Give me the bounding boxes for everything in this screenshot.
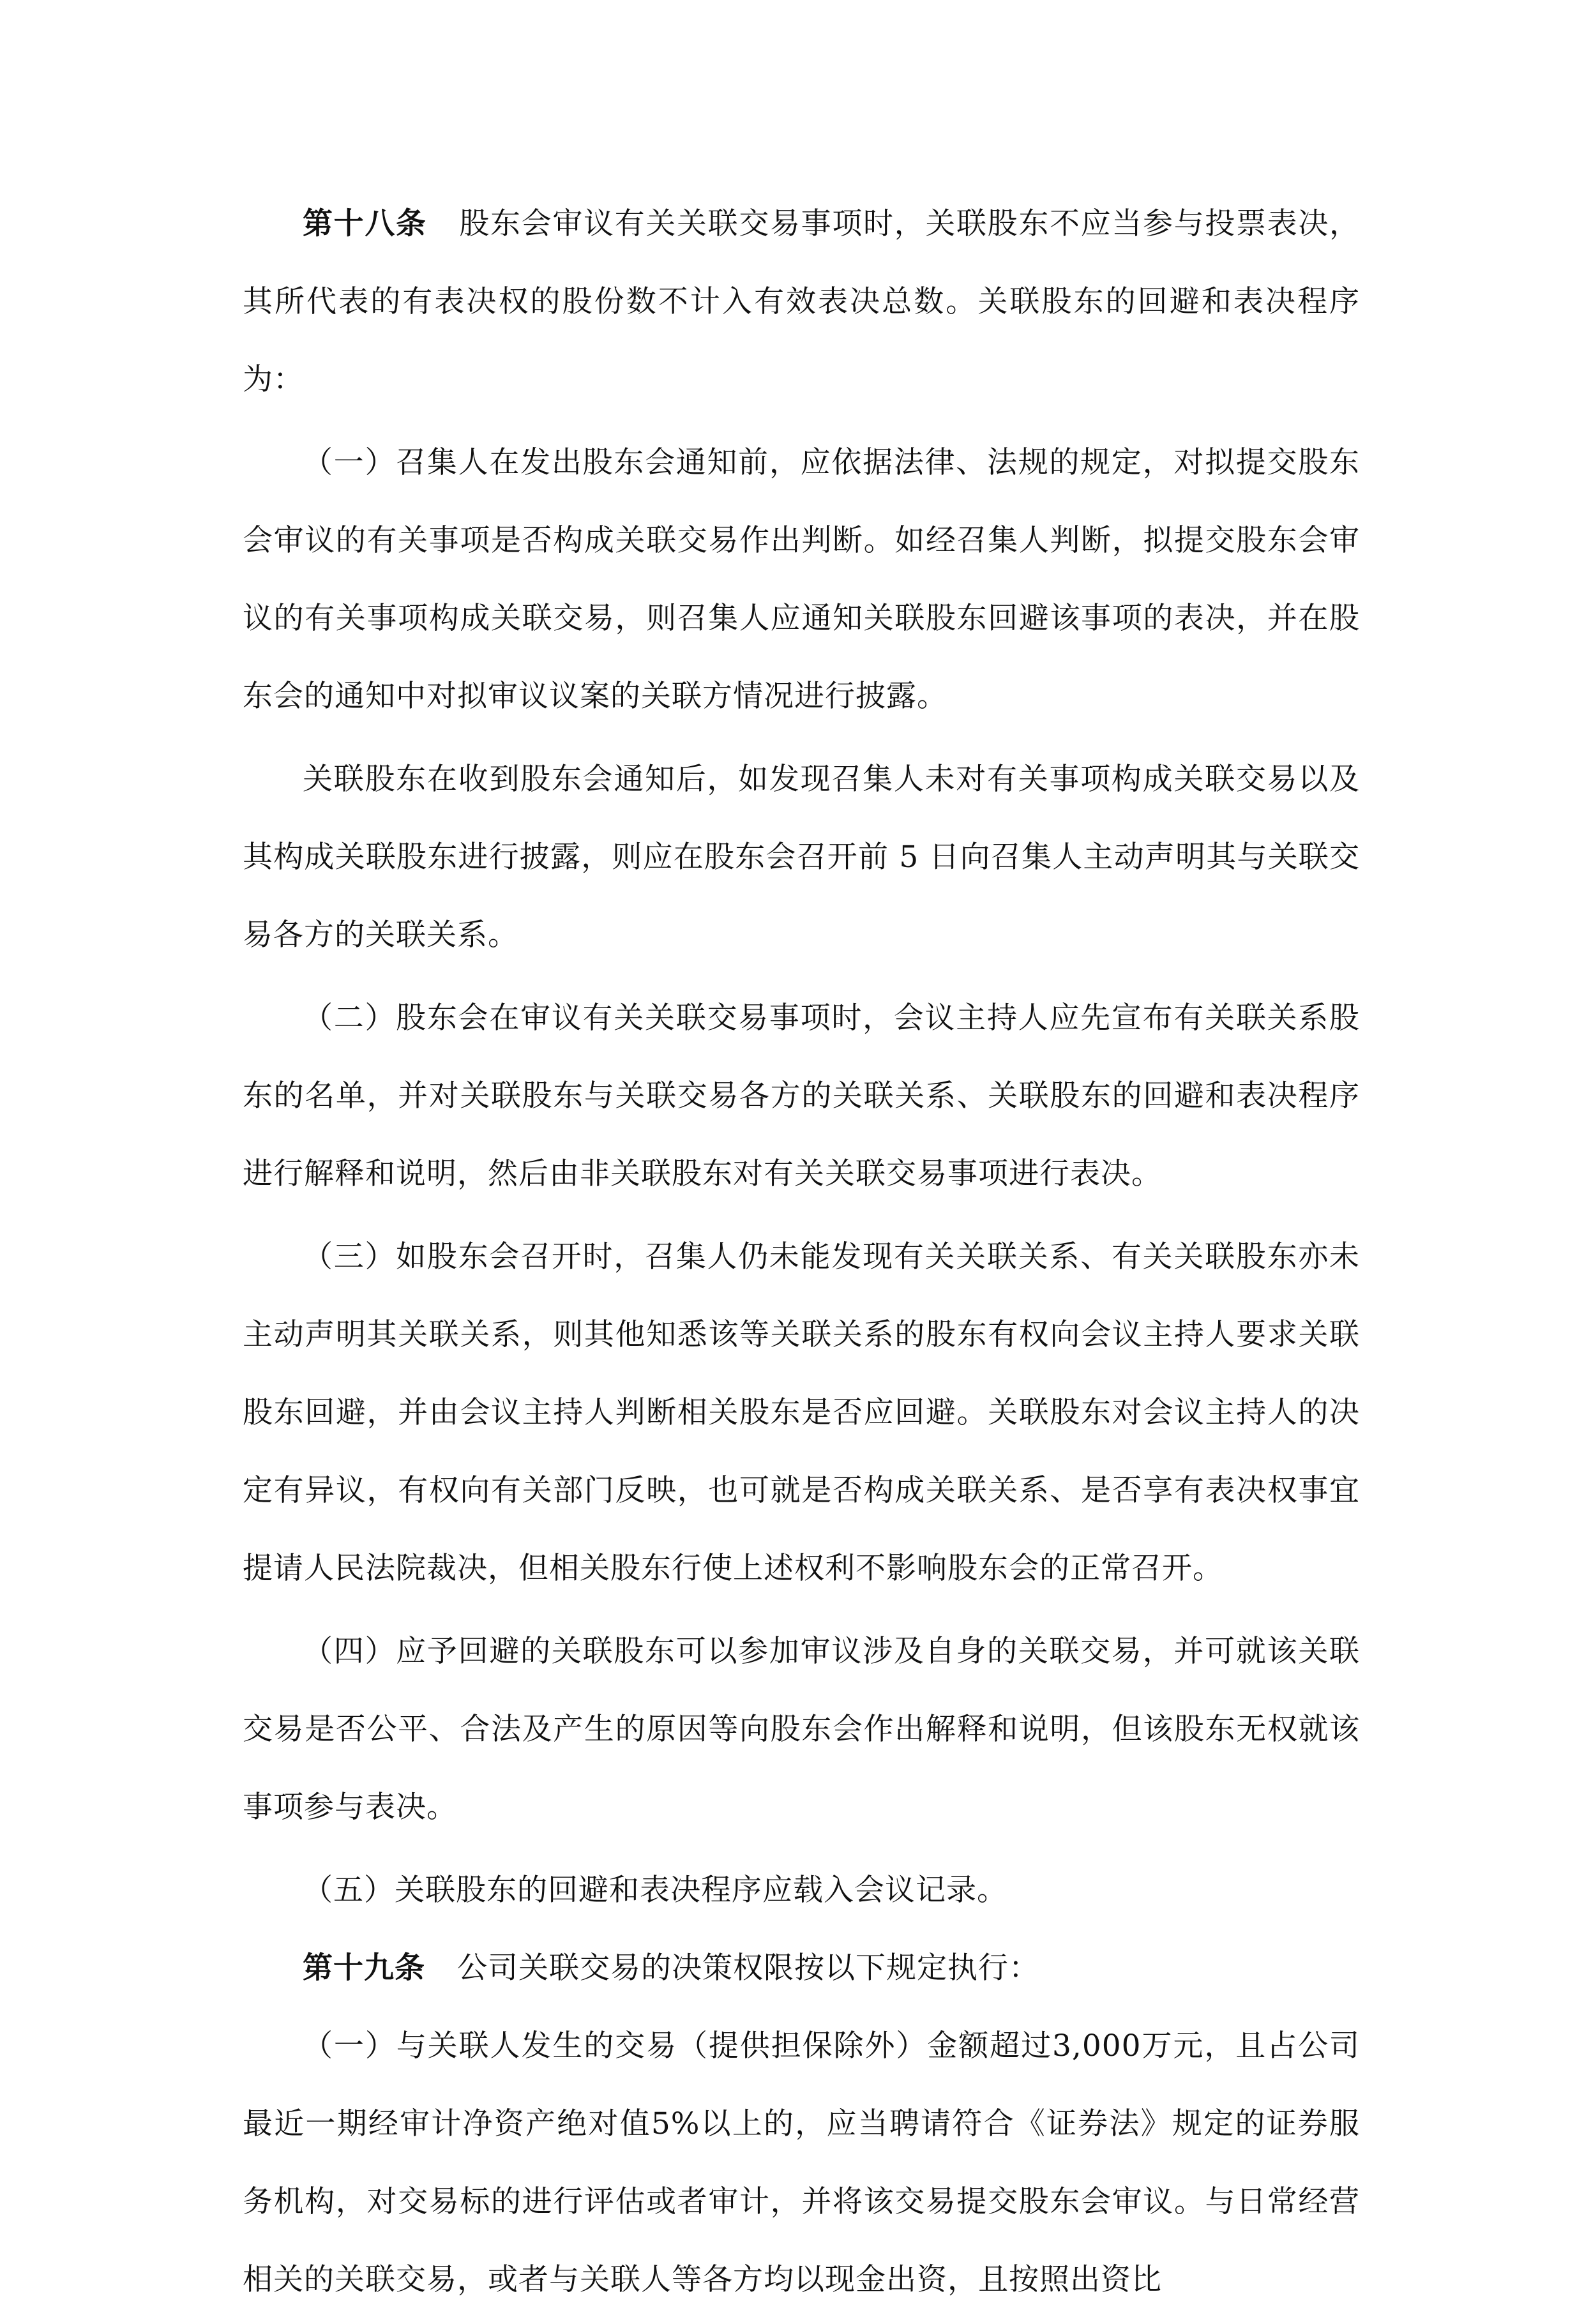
- document-page: [243, 185, 1360, 2324]
- article-18-intro: [243, 185, 1360, 419]
- article-19-intro-text: 公司关联交易的决策权限按以下规定执行：: [457, 1950, 1039, 1986]
- article-18-intro-text: 股东会审议有关关联交易事项时，关联股东不应当参与投票表决，其所代表的有表决权的股份数不计入有效表决总数。关联股东的回避和表决程序为：: [243, 206, 1361, 397]
- article-19-heading: 第十九条: [303, 1950, 425, 1986]
- article-18-item-1-note: 关联股东在收到股东会通知后，如发现召集人未对有关事项构成关联交易以及其构成关联股东进行披露，则应在股东会召开前 5 日向召集人主动声明其与关联交易各方的关联关系。: [243, 762, 1360, 953]
- article-18-item-2: （二）股东会在审议有关关联交易事项时，会议主持人应先宣布有关联关系股东的名单，并对关联股东与关联交易各方的关联关系、关联股东的回避和表决程序进行解释和说明，然后由非关联股东对有关关联交易事项进行表决。: [243, 1000, 1360, 1191]
- article-19-item-1: （一）与关联人发生的交易（提供担保除外）金额超过3,000万元，且占公司最近一期经审计净资产绝对值5%以上的，应当聘请符合《证券法》规定的证券服务机构，对交易标的进行评估或者审计，并将该交易提交股东会审议。与日常经营相关的关联交易，或者与关联人等各方均以现金出资，且按照出资比: [243, 2028, 1360, 2297]
- article-18-item-5: （五）关联股东的回避和表决程序应载入会议记录。: [303, 1873, 1007, 1908]
- article-18-item-3: （三）如股东会召开时，召集人仍未能发现有关关联关系、有关关联股东亦未主动声明其关联关系，则其他知悉该等关联关系的股东有权向会议主持人要求关联股东回避，并由会议主持人判断相关股东是否应回避。关联股东对会议主持人的决定有异议，有权向有关部门反映，也可就是否构成关联关系、是否享有表决权事宜提请人民法院裁决，但相关股东行使上述权利不影响股东会的正常召开。: [243, 1239, 1360, 1586]
- article-19-intro: [243, 1929, 1360, 2007]
- article-18-heading: 第十八条: [303, 206, 427, 241]
- article-18-item-4: （四）应予回避的关联股东可以参加审议涉及自身的关联交易，并可就该关联交易是否公平、合法及产生的原因等向股东会作出解释和说明，但该股东无权就该事项参与表决。: [243, 1634, 1360, 1825]
- article-18-item-1: （一）召集人在发出股东会通知前，应依据法律、法规的规定，对拟提交股东会审议的有关事项是否构成关联交易作出判断。如经召集人判断，拟提交股东会审议的有关事项构成关联交易，则召集人应通知关联股东回避该事项的表决，并在股东会的通知中对拟审议议案的关联方情况进行披露。: [243, 445, 1360, 714]
